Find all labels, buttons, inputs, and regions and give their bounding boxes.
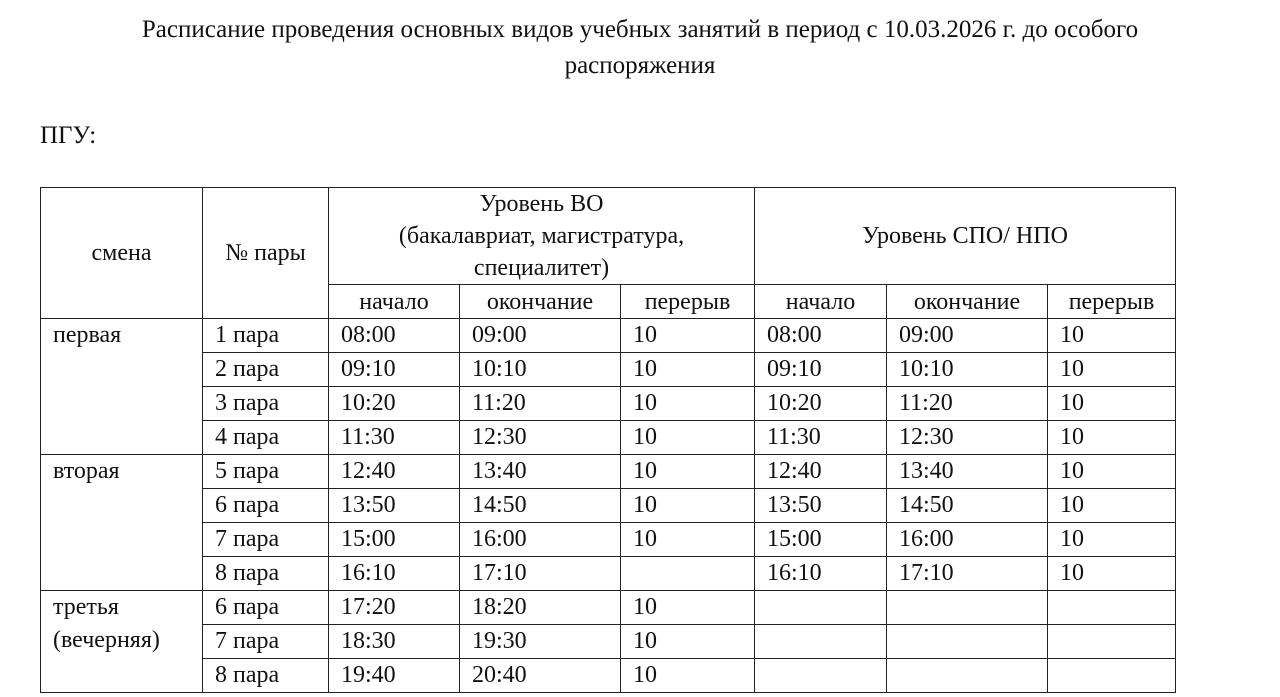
spo-end-cell: 09:00	[887, 319, 1048, 353]
spo-start-cell: 15:00	[755, 523, 887, 557]
vo-start-cell: 19:40	[329, 659, 460, 693]
vo-start-cell: 15:00	[329, 523, 460, 557]
vo-break-cell: 10	[621, 319, 755, 353]
spo-start-cell: 13:50	[755, 489, 887, 523]
vo-start-cell: 13:50	[329, 489, 460, 523]
vo-break-cell: 10	[621, 659, 755, 693]
vo-start-cell: 09:10	[329, 353, 460, 387]
spo-break-cell: 10	[1048, 387, 1176, 421]
spo-end-cell: 11:20	[887, 387, 1048, 421]
spo-break-cell: 10	[1048, 421, 1176, 455]
header-spo-start: начало	[755, 285, 887, 319]
pair-cell: 4 пара	[203, 421, 329, 455]
pair-cell: 7 пара	[203, 523, 329, 557]
shift-label: третья	[53, 594, 119, 620]
vo-end-cell: 16:00	[460, 523, 621, 557]
pair-cell: 1 пара	[203, 319, 329, 353]
spo-break-cell	[1048, 625, 1176, 659]
vo-end-cell: 10:10	[460, 353, 621, 387]
vo-break-cell: 10	[621, 455, 755, 489]
vo-break-cell: 10	[621, 353, 755, 387]
spo-start-cell	[755, 659, 887, 693]
spo-break-cell	[1048, 659, 1176, 693]
vo-end-cell: 11:20	[460, 387, 621, 421]
spo-end-cell	[887, 625, 1048, 659]
spo-end-cell: 10:10	[887, 353, 1048, 387]
document-title	[0, 12, 1280, 84]
vo-end-cell: 18:20	[460, 591, 621, 625]
vo-start-cell: 17:20	[329, 591, 460, 625]
header-spo-break: перерыв	[1048, 285, 1176, 319]
header-pair-number: № пары	[203, 188, 329, 319]
table-row	[41, 625, 1176, 659]
shift-cell-second	[41, 455, 203, 591]
table-row	[41, 421, 1176, 455]
pair-cell: 8 пара	[203, 659, 329, 693]
spo-break-cell: 10	[1048, 353, 1176, 387]
spo-end-cell: 14:50	[887, 489, 1048, 523]
spo-end-cell: 16:00	[887, 523, 1048, 557]
spo-start-cell: 16:10	[755, 557, 887, 591]
spo-start-cell	[755, 625, 887, 659]
table-row	[41, 319, 1176, 353]
vo-start-cell: 12:40	[329, 455, 460, 489]
pair-cell: 3 пара	[203, 387, 329, 421]
vo-end-cell: 20:40	[460, 659, 621, 693]
vo-end-cell: 09:00	[460, 319, 621, 353]
header-vo-start: начало	[329, 285, 460, 319]
shift-label: первая	[53, 322, 122, 348]
table-row	[41, 523, 1176, 557]
spo-end-cell	[887, 659, 1048, 693]
vo-start-cell: 10:20	[329, 387, 460, 421]
table-row	[41, 455, 1176, 489]
vo-end-cell: 13:40	[460, 455, 621, 489]
pair-cell: 5 пара	[203, 455, 329, 489]
vo-start-cell: 08:00	[329, 319, 460, 353]
spo-start-cell: 08:00	[755, 319, 887, 353]
vo-end-cell: 19:30	[460, 625, 621, 659]
header-vo-line-1: Уровень ВО	[479, 191, 604, 217]
vo-end-cell: 17:10	[460, 557, 621, 591]
header-row-1	[41, 188, 1176, 285]
spo-start-cell: 12:40	[755, 455, 887, 489]
spo-break-cell: 10	[1048, 319, 1176, 353]
vo-break-cell: 10	[621, 523, 755, 557]
shift-cell-third	[41, 591, 203, 693]
spo-end-cell: 17:10	[887, 557, 1048, 591]
header-vo-line-2: (бакалавриат, магистратура,	[398, 223, 685, 249]
vo-break-cell: 10	[621, 387, 755, 421]
vo-break-cell: 10	[621, 421, 755, 455]
spo-end-cell: 12:30	[887, 421, 1048, 455]
spo-end-cell: 13:40	[887, 455, 1048, 489]
table-row	[41, 659, 1176, 693]
vo-break-cell: 10	[621, 489, 755, 523]
shift-cell-first	[41, 319, 203, 455]
vo-break-cell: 10	[621, 591, 755, 625]
title-line-1: Расписание проведения основных видов учебных занятий в период с 10.03.2026 г. до особого	[141, 16, 1139, 43]
vo-start-cell: 18:30	[329, 625, 460, 659]
vo-start-cell: 16:10	[329, 557, 460, 591]
pair-cell: 7 пара	[203, 625, 329, 659]
spo-break-cell: 10	[1048, 455, 1176, 489]
header-vo-line-3: специалитет)	[473, 255, 610, 281]
table-row	[41, 353, 1176, 387]
header-vo-break: перерыв	[621, 285, 755, 319]
spo-break-cell: 10	[1048, 557, 1176, 591]
vo-start-cell: 11:30	[329, 421, 460, 455]
vo-break-cell: 10	[621, 625, 755, 659]
shift-sublabel: (вечерняя)	[53, 627, 160, 653]
table-row	[41, 591, 1176, 625]
pair-cell: 2 пара	[203, 353, 329, 387]
header-level-vo	[329, 188, 755, 285]
title-line-2: распоряжения	[564, 52, 716, 79]
spo-break-cell: 10	[1048, 523, 1176, 557]
shift-label: вторая	[53, 458, 120, 484]
spo-start-cell: 11:30	[755, 421, 887, 455]
spo-start-cell: 10:20	[755, 387, 887, 421]
pair-cell: 6 пара	[203, 591, 329, 625]
vo-end-cell: 14:50	[460, 489, 621, 523]
spo-start-cell	[755, 591, 887, 625]
section-label: ПГУ:	[40, 122, 97, 149]
vo-break-cell	[621, 557, 755, 591]
spo-break-cell	[1048, 591, 1176, 625]
spo-start-cell: 09:10	[755, 353, 887, 387]
header-shift: смена	[41, 188, 203, 319]
header-level-spo: Уровень СПО/ НПО	[755, 188, 1176, 285]
table-row	[41, 489, 1176, 523]
header-vo-end: окончание	[460, 285, 621, 319]
pair-cell: 8 пара	[203, 557, 329, 591]
header-spo-end: окончание	[887, 285, 1048, 319]
table-row	[41, 557, 1176, 591]
schedule-table	[40, 187, 1176, 693]
spo-end-cell	[887, 591, 1048, 625]
pair-cell: 6 пара	[203, 489, 329, 523]
table-row	[41, 387, 1176, 421]
spo-break-cell: 10	[1048, 489, 1176, 523]
vo-end-cell: 12:30	[460, 421, 621, 455]
